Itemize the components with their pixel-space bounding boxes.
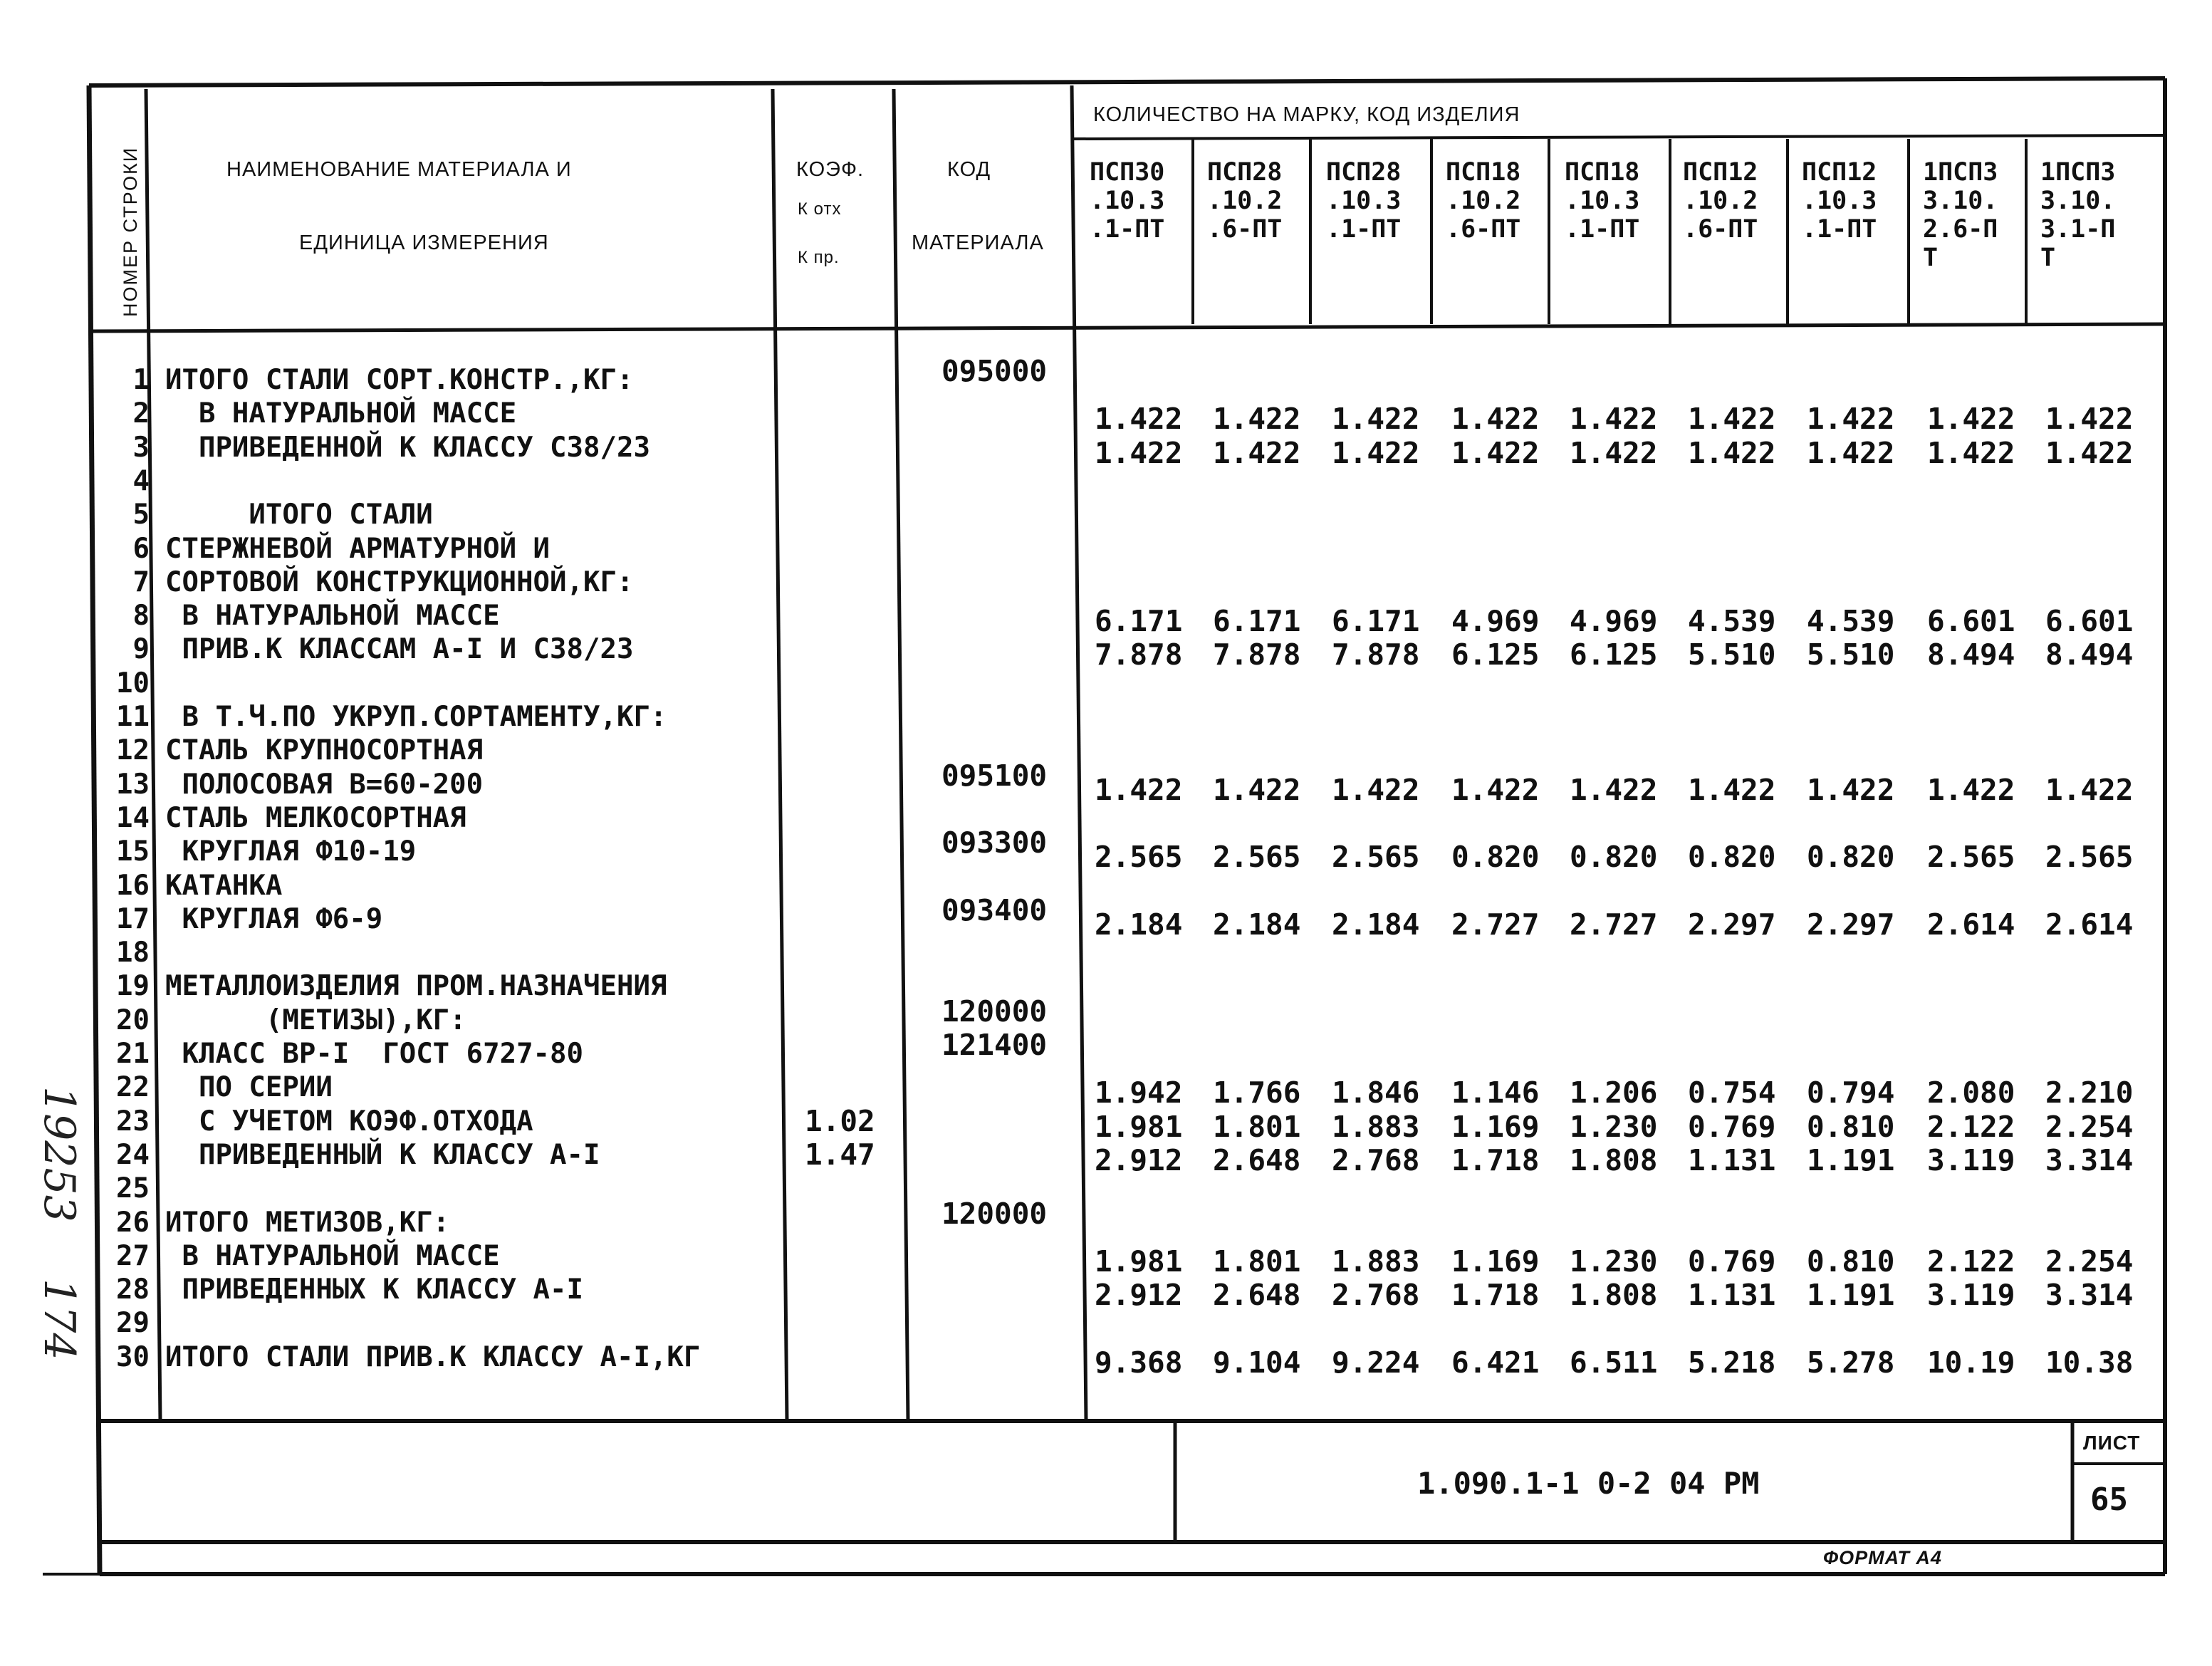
quantity-value: 1.422: [2045, 772, 2134, 807]
quantity-value: 1.808: [1570, 1278, 1658, 1313]
row-number: 14: [116, 801, 150, 834]
quantity-value: 2.297: [1688, 907, 1776, 942]
row-number: 8: [132, 600, 150, 632]
quantity-value: 1.422: [1213, 772, 1301, 807]
quantity-value: 6.125: [1451, 637, 1540, 672]
sheet-label: ЛИСТ: [2083, 1432, 2141, 1454]
quantity-value: 2.254: [2045, 1244, 2134, 1279]
quantity-value: 0.754: [1688, 1076, 1776, 1110]
material-name: СОРТОВОЙ КОНСТРУКЦИОННОЙ,КГ:: [165, 566, 634, 598]
row-number: 24: [116, 1138, 150, 1171]
quantity-value: 2.122: [1927, 1109, 2015, 1144]
quantity-value: 2.184: [1213, 907, 1301, 942]
quantity-value: 1.422: [1570, 435, 1658, 470]
quantity-value: 4.539: [1807, 604, 1895, 639]
quantity-value: 1.422: [1927, 402, 2015, 437]
quantity-value: 2.122: [1927, 1244, 2015, 1279]
product-code-9-line2: 3.10.: [2040, 187, 2116, 215]
product-code-5-line3: .1-ПТ: [1565, 215, 1640, 244]
quantity-value: 6.125: [1570, 637, 1658, 672]
quantity-value: 10.19: [1927, 1345, 2015, 1380]
product-code-5-line2: .10.3: [1565, 187, 1640, 215]
product-code-3-line1: ПСП28: [1326, 158, 1402, 187]
row-number: 27: [116, 1239, 150, 1272]
quantity-value: 6.171: [1332, 604, 1420, 639]
quantity-value: 2.768: [1332, 1142, 1420, 1177]
quantity-value: 1.230: [1570, 1244, 1658, 1279]
quantity-value: 9.368: [1095, 1345, 1183, 1380]
quantity-value: 0.769: [1688, 1244, 1776, 1279]
quantity-value: 2.614: [1927, 907, 2015, 942]
row-number: 22: [116, 1071, 150, 1104]
quantity-value: 9.224: [1332, 1345, 1420, 1380]
material-name: ПРИВ.К КЛАССАМ А-I И С38/23: [165, 633, 634, 666]
quantity-value: 4.539: [1688, 604, 1776, 639]
quantity-value: 1.422: [1927, 435, 2015, 470]
product-code-7-line1: ПСП12: [1802, 158, 1877, 187]
quantity-value: 1.422: [1213, 435, 1301, 470]
quantity-value: 1.131: [1688, 1142, 1776, 1177]
quantity-value: 1.191: [1807, 1142, 1895, 1177]
format-label: ФОРМАТ А4: [1823, 1547, 1942, 1568]
row-number: 17: [116, 902, 150, 935]
product-code-1-line1: ПСП30: [1090, 158, 1165, 187]
material-code: 095100: [941, 758, 1048, 793]
quantity-value: 4.969: [1451, 604, 1540, 639]
row-number: 15: [116, 835, 150, 868]
coefficient: 1.02: [805, 1103, 875, 1138]
quantity-value: 0.820: [1570, 840, 1658, 875]
quantity-value: 2.727: [1451, 907, 1540, 942]
quantity-value: 6.421: [1451, 1345, 1540, 1380]
material-name: ИТОГО СТАЛИ ПРИВ.К КЛАССУ А-I,КГ: [165, 1340, 701, 1373]
quantity-value: 0.810: [1807, 1244, 1895, 1279]
product-code-7-line2: .10.3: [1802, 187, 1877, 215]
quantity-value: 1.422: [1095, 435, 1183, 470]
quantity-value: 7.878: [1095, 637, 1183, 672]
quantity-value: 5.510: [1807, 637, 1895, 672]
coef-header-line1: КОЭФ.: [796, 158, 865, 181]
material-name: КРУГЛАЯ Ф6-9: [165, 902, 383, 935]
quantity-value: 2.184: [1332, 907, 1420, 942]
material-code: 121400: [941, 1028, 1048, 1062]
quantity-value: 1.942: [1095, 1076, 1183, 1110]
quantity-value: 2.912: [1095, 1278, 1183, 1313]
quantity-value: 1.422: [1807, 435, 1895, 470]
quantity-value: 6.601: [2045, 604, 2134, 639]
material-name: (МЕТИЗЫ),КГ:: [165, 1004, 466, 1036]
quantity-value: 2.210: [2045, 1076, 2134, 1110]
quantity-value: 1.883: [1332, 1109, 1420, 1144]
name-header-line1: НАИМЕНОВАНИЕ МАТЕРИАЛА И: [226, 158, 572, 181]
quantity-value: 2.912: [1095, 1142, 1183, 1177]
product-code-1-line3: .1-ПТ: [1090, 215, 1165, 244]
product-code-8-line2: 3.10.: [1923, 187, 1998, 215]
quantity-value: 7.878: [1213, 637, 1301, 672]
quantity-value: 1.422: [1451, 772, 1540, 807]
quantity-value: 1.422: [1332, 402, 1420, 437]
row-number: 7: [132, 566, 150, 598]
material-name: ИТОГО СТАЛИ СОРТ.КОНСТР.,КГ:: [165, 364, 634, 396]
product-code-5-line1: ПСП18: [1565, 158, 1640, 187]
coef-header-line3: К пр.: [798, 248, 840, 267]
quantity-value: 1.169: [1451, 1244, 1540, 1279]
quantity-value: 1.422: [1688, 435, 1776, 470]
material-name: КРУГЛАЯ Ф10-19: [165, 835, 417, 868]
quantity-value: 2.614: [2045, 907, 2134, 942]
material-name: В НАТУРАЛЬНОЙ МАССЕ: [165, 600, 500, 632]
quantity-value: 10.38: [2045, 1345, 2134, 1380]
quantity-value: 3.314: [2045, 1142, 2134, 1177]
quantity-value: 6.601: [1927, 604, 2015, 639]
quantity-value: 2.648: [1213, 1278, 1301, 1313]
quantity-value: 2.297: [1807, 907, 1895, 942]
product-code-6-line2: .10.2: [1683, 187, 1758, 215]
quantity-value: 1.766: [1213, 1076, 1301, 1110]
quantity-value: 1.422: [1451, 435, 1540, 470]
quantity-header: КОЛИЧЕСТВО НА МАРКУ, КОД ИЗДЕЛИЯ: [1093, 103, 1520, 126]
product-code-6-line1: ПСП12: [1683, 158, 1758, 187]
row-number: 19: [116, 970, 150, 1003]
row-number: 13: [116, 768, 150, 801]
quantity-value: 3.119: [1927, 1142, 2015, 1177]
quantity-value: 2.080: [1927, 1076, 2015, 1110]
quantity-value: 1.808: [1570, 1142, 1658, 1177]
quantity-value: 0.820: [1688, 840, 1776, 875]
quantity-value: 1.801: [1213, 1109, 1301, 1144]
row-number: 6: [132, 532, 150, 565]
product-code-9-line1: 1ПСП3: [2040, 158, 2116, 187]
product-code-2-line1: ПСП28: [1207, 158, 1283, 187]
product-code-2-line2: .10.2: [1207, 187, 1283, 215]
material-name: ПРИВЕДЕННЫХ К КЛАССУ А-I: [165, 1274, 583, 1306]
code-header-line2: МАТЕРИАЛА: [912, 231, 1044, 254]
row-number: 30: [116, 1340, 150, 1373]
quantity-value: 1.422: [1095, 402, 1183, 437]
quantity-value: 1.422: [1451, 402, 1540, 437]
quantity-value: 1.883: [1332, 1244, 1420, 1279]
material-name: ИТОГО СТАЛИ: [165, 499, 433, 531]
quantity-value: 1.718: [1451, 1278, 1540, 1313]
material-name: С УЧЕТОМ КОЭФ.ОТХОДА: [165, 1105, 533, 1137]
quantity-value: 3.314: [2045, 1278, 2134, 1313]
row-number: 16: [116, 869, 150, 902]
quantity-value: 4.969: [1570, 604, 1658, 639]
row-number: 18: [116, 937, 150, 969]
quantity-value: 1.422: [1807, 772, 1895, 807]
quantity-value: 5.510: [1688, 637, 1776, 672]
material-code: 093300: [941, 826, 1048, 860]
product-code-7-line3: .1-ПТ: [1802, 215, 1877, 244]
product-code-9-line4: Т: [2040, 244, 2056, 272]
quantity-value: 1.169: [1451, 1109, 1540, 1144]
product-code-2-line3: .6-ПТ: [1207, 215, 1283, 244]
row-number: 11: [116, 701, 150, 733]
quantity-value: 2.565: [1095, 840, 1183, 875]
product-code-3-line3: .1-ПТ: [1326, 215, 1402, 244]
material-name: КАТАНКА: [165, 869, 283, 902]
row-number: 25: [116, 1172, 150, 1205]
quantity-value: 1.206: [1570, 1076, 1658, 1110]
quantity-value: 6.511: [1570, 1345, 1658, 1380]
quantity-value: 2.727: [1570, 907, 1658, 942]
quantity-value: 2.565: [1927, 840, 2015, 875]
quantity-value: 1.422: [1688, 402, 1776, 437]
row-number: 26: [116, 1206, 150, 1239]
row-number: 3: [132, 431, 150, 464]
product-code-3-line2: .10.3: [1326, 187, 1402, 215]
quantity-value: 1.801: [1213, 1244, 1301, 1279]
document-code: 1.090.1-1 0-2 04 РМ: [1417, 1466, 1760, 1501]
quantity-value: 1.422: [1570, 772, 1658, 807]
material-name: МЕТАЛЛОИЗДЕЛИЯ ПРОМ.НАЗНАЧЕНИЯ: [165, 970, 667, 1003]
quantity-value: 0.769: [1688, 1109, 1776, 1144]
coefficient: 1.47: [805, 1137, 875, 1172]
material-name: ПРИВЕДЕННЫЙ К КЛАССУ А-I: [165, 1138, 600, 1171]
quantity-value: 0.820: [1451, 840, 1540, 875]
quantity-value: 8.494: [1927, 637, 2015, 672]
product-code-4-line2: .10.2: [1446, 187, 1521, 215]
product-code-8-line1: 1ПСП3: [1923, 158, 1998, 187]
row-number-header: НОМЕР СТРОКИ: [120, 146, 141, 317]
quantity-value: 1.422: [1213, 402, 1301, 437]
row-number: 2: [132, 397, 150, 430]
quantity-value: 0.820: [1807, 840, 1895, 875]
quantity-value: 1.191: [1807, 1278, 1895, 1313]
quantity-value: 8.494: [2045, 637, 2134, 672]
material-code: 095000: [941, 354, 1048, 388]
quantity-value: 1.230: [1570, 1109, 1658, 1144]
quantity-value: 7.878: [1332, 637, 1420, 672]
row-number: 20: [116, 1004, 150, 1036]
material-name: СТАЛЬ МЕЛКОСОРТНАЯ: [165, 801, 466, 834]
row-number: 1: [132, 364, 150, 396]
quantity-value: 2.254: [2045, 1109, 2134, 1144]
material-name: ПОЛОСОВАЯ В=60-200: [165, 768, 484, 801]
quantity-value: 2.768: [1332, 1278, 1420, 1313]
material-name: СТЕРЖНЕВОЙ АРМАТУРНОЙ И: [165, 532, 551, 565]
material-name: В НАТУРАЛЬНОЙ МАССЕ: [165, 397, 517, 430]
quantity-value: 9.104: [1213, 1345, 1301, 1380]
row-number: 10: [116, 667, 150, 699]
quantity-value: 1.846: [1332, 1076, 1420, 1110]
quantity-value: 6.171: [1095, 604, 1183, 639]
quantity-value: 0.810: [1807, 1109, 1895, 1144]
material-name: В Т.Ч.ПО УКРУП.СОРТАМЕНТУ,КГ:: [165, 701, 667, 733]
quantity-value: 1.422: [1332, 435, 1420, 470]
quantity-value: 1.422: [1688, 772, 1776, 807]
margin-note-inventory-number: 19253: [34, 1086, 84, 1222]
sheet-number: 65: [2090, 1482, 2128, 1518]
name-header-line2: ЕДИНИЦА ИЗМЕРЕНИЯ: [299, 231, 549, 254]
quantity-value: 1.718: [1451, 1142, 1540, 1177]
material-name: ПРИВЕДЕННОЙ К КЛАССУ С38/23: [165, 431, 650, 464]
quantity-value: 1.422: [1927, 772, 2015, 807]
product-code-4-line1: ПСП18: [1446, 158, 1521, 187]
quantity-value: 2.184: [1095, 907, 1183, 942]
quantity-value: 1.422: [1095, 772, 1183, 807]
quantity-value: 2.565: [2045, 840, 2134, 875]
quantity-value: 6.171: [1213, 604, 1301, 639]
material-code: 120000: [941, 994, 1048, 1029]
quantity-value: 1.981: [1095, 1244, 1183, 1279]
quantity-value: 1.422: [1332, 772, 1420, 807]
row-number: 9: [132, 633, 150, 666]
quantity-value: 2.565: [1213, 840, 1301, 875]
quantity-value: 1.131: [1688, 1278, 1776, 1313]
quantity-value: 2.648: [1213, 1142, 1301, 1177]
row-number: 28: [116, 1274, 150, 1306]
material-name: ПО СЕРИИ: [165, 1071, 333, 1104]
quantity-value: 5.278: [1807, 1345, 1895, 1380]
quantity-value: 3.119: [1927, 1278, 2015, 1313]
quantity-value: 1.422: [2045, 402, 2134, 437]
row-number: 12: [116, 734, 150, 767]
product-code-8-line3: 2.6-П: [1923, 215, 1998, 244]
product-code-4-line3: .6-ПТ: [1446, 215, 1521, 244]
material-name: КЛАСС ВР-I ГОСТ 6727-80: [165, 1038, 583, 1070]
quantity-value: 2.565: [1332, 840, 1420, 875]
product-code-6-line3: .6-ПТ: [1683, 215, 1758, 244]
quantity-value: 1.422: [1807, 402, 1895, 437]
quantity-value: 0.794: [1807, 1076, 1895, 1110]
row-number: 29: [116, 1307, 150, 1340]
code-header-line1: КОД: [947, 158, 991, 181]
margin-note-page: 174: [34, 1279, 84, 1360]
coef-header-line2: К отх: [798, 199, 842, 219]
quantity-value: 1.422: [1570, 402, 1658, 437]
row-number: 23: [116, 1105, 150, 1137]
product-code-1-line2: .10.3: [1090, 187, 1165, 215]
product-code-9-line3: 3.1-П: [2040, 215, 2116, 244]
material-code: 120000: [941, 1196, 1048, 1231]
material-code: 093400: [941, 892, 1048, 927]
row-number: 5: [132, 499, 150, 531]
quantity-value: 5.218: [1688, 1345, 1776, 1380]
product-code-8-line4: Т: [1923, 244, 1939, 272]
material-name: В НАТУРАЛЬНОЙ МАССЕ: [165, 1239, 500, 1272]
quantity-value: 1.146: [1451, 1076, 1540, 1110]
quantity-value: 1.981: [1095, 1109, 1183, 1144]
material-name: ИТОГО МЕТИЗОВ,КГ:: [165, 1206, 450, 1239]
material-name: СТАЛЬ КРУПНОСОРТНАЯ: [165, 734, 484, 767]
quantity-value: 1.422: [2045, 435, 2134, 470]
row-number: 21: [116, 1038, 150, 1070]
row-number: 4: [132, 464, 150, 497]
